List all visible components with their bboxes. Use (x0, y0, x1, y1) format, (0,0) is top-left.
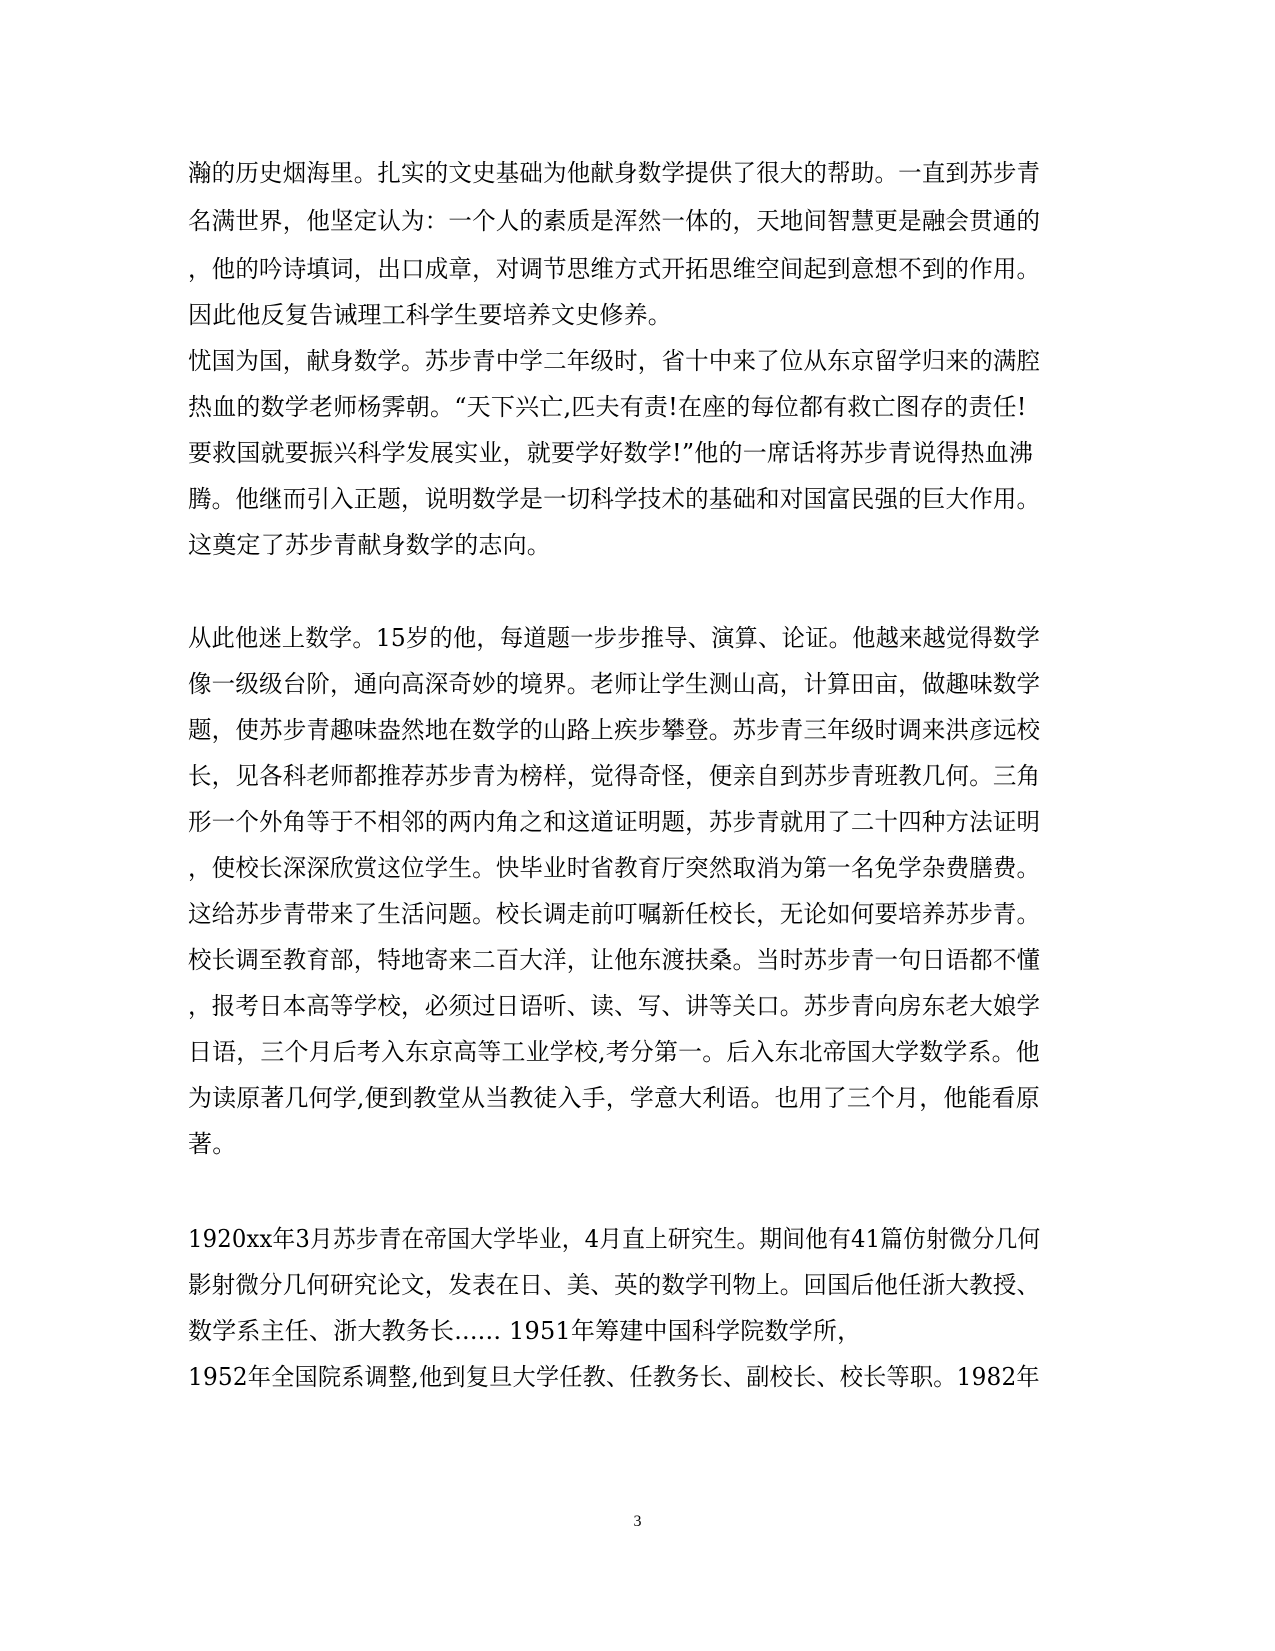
paragraph-4-line-2: 影射微分几何研究论文，发表在日、美、英的数学刊物上。回国后他任浙大教授、 (188, 1271, 1041, 1299)
paragraph-3-line-11: 为读原著几何学,便到教堂从当教徒入手，学意大利语。也用了三个月，他能看原 (188, 1084, 1040, 1112)
paragraph-3-line-2: 像一级级台阶，通向高深奇妙的境界。老师让学生测山高，计算田亩，做趣味数学 (188, 670, 1041, 698)
paragraph-3-line-8: 校长调至教育部，特地寄来二百大洋，让他东渡扶桑。当时苏步青一句日语都不懂 (188, 946, 1041, 974)
paragraph-3-line-7: 这给苏步青带来了生活问题。校长调走前叮嘱新任校长，无论如何要培养苏步青。 (188, 900, 1041, 928)
paragraph-3-line-12: 著。 (188, 1130, 237, 1158)
page-number: 3 (633, 1513, 642, 1530)
paragraph-3-line-10: 日语，三个月后考入东京高等工业学校,考分第一。后入东北帝国大学数学系。他 (188, 1038, 1040, 1066)
paragraph-4-line-1: 1920xx年3月苏步青在帝国大学毕业，4月直上研究生。期间他有41篇仿射微分几何 (188, 1225, 1041, 1253)
paragraph-4-line-4: 1952年全国院系调整,他到复旦大学任教、任教务长、副校长、校长等职。1982年 (188, 1363, 1040, 1391)
paragraph-3-line-9: ，报考日本高等学校，必须过日语听、读、写、讲等关口。苏步青向房东老大娘学 (188, 992, 1041, 1020)
paragraph-4-line-3: 数学系主任、浙大教务长...... 1951年筹建中国科学院数学所， (188, 1317, 862, 1345)
paragraph-2-line-5: 这奠定了苏步青献身数学的志向。 (188, 531, 551, 559)
paragraph-1-line-2: 名满世界，他坚定认为：一个人的素质是浑然一体的，天地间智慧更是融会贯通的 (188, 207, 1041, 235)
paragraph-1-line-1: 瀚的历史烟海里。扎实的文史基础为他献身数学提供了很大的帮助。一直到苏步青 (188, 159, 1041, 187)
paragraph-2-line-3: 要救国就要振兴科学发展实业，就要学好数学!”他的一席话将苏步青说得热血沸 (188, 439, 1034, 467)
paragraph-1-line-3: ，他的吟诗填词，出口成章，对调节思维方式开拓思维空间起到意想不到的作用。 (188, 255, 1041, 283)
paragraph-3-line-4: 长，见各科老师都推荐苏步青为榜样，觉得奇怪，便亲自到苏步青班教几何。三角 (188, 762, 1041, 790)
paragraph-3-line-3: 题，使苏步青趣味盎然地在数学的山路上疾步攀登。苏步青三年级时调来洪彦远校 (188, 716, 1041, 744)
paragraph-2-line-2: 热血的数学老师杨霁朝。“天下兴亡,匹夫有责!在座的每位都有救亡图存的责任! (188, 393, 1027, 421)
paragraph-2-line-1: 忧国为国，献身数学。苏步青中学二年级时，省十中来了位从东京留学归来的满腔 (188, 347, 1041, 375)
paragraph-3-line-1: 从此他迷上数学。15岁的他，每道题一步步推导、演算、论证。他越来越觉得数学 (188, 624, 1040, 652)
paragraph-3-line-6: ，使校长深深欣赏这位学生。快毕业时省教育厅突然取消为第一名免学杂费膳费。 (188, 854, 1041, 882)
paragraph-1-line-4: 因此他反复告诫理工科学生要培养文史修养。 (188, 301, 672, 329)
paragraph-2-line-4: 腾。他继而引入正题，说明数学是一切科学技术的基础和对国富民强的巨大作用。 (188, 485, 1041, 513)
paragraph-3-line-5: 形一个外角等于不相邻的两内角之和这道证明题，苏步青就用了二十四种方法证明 (188, 808, 1041, 836)
